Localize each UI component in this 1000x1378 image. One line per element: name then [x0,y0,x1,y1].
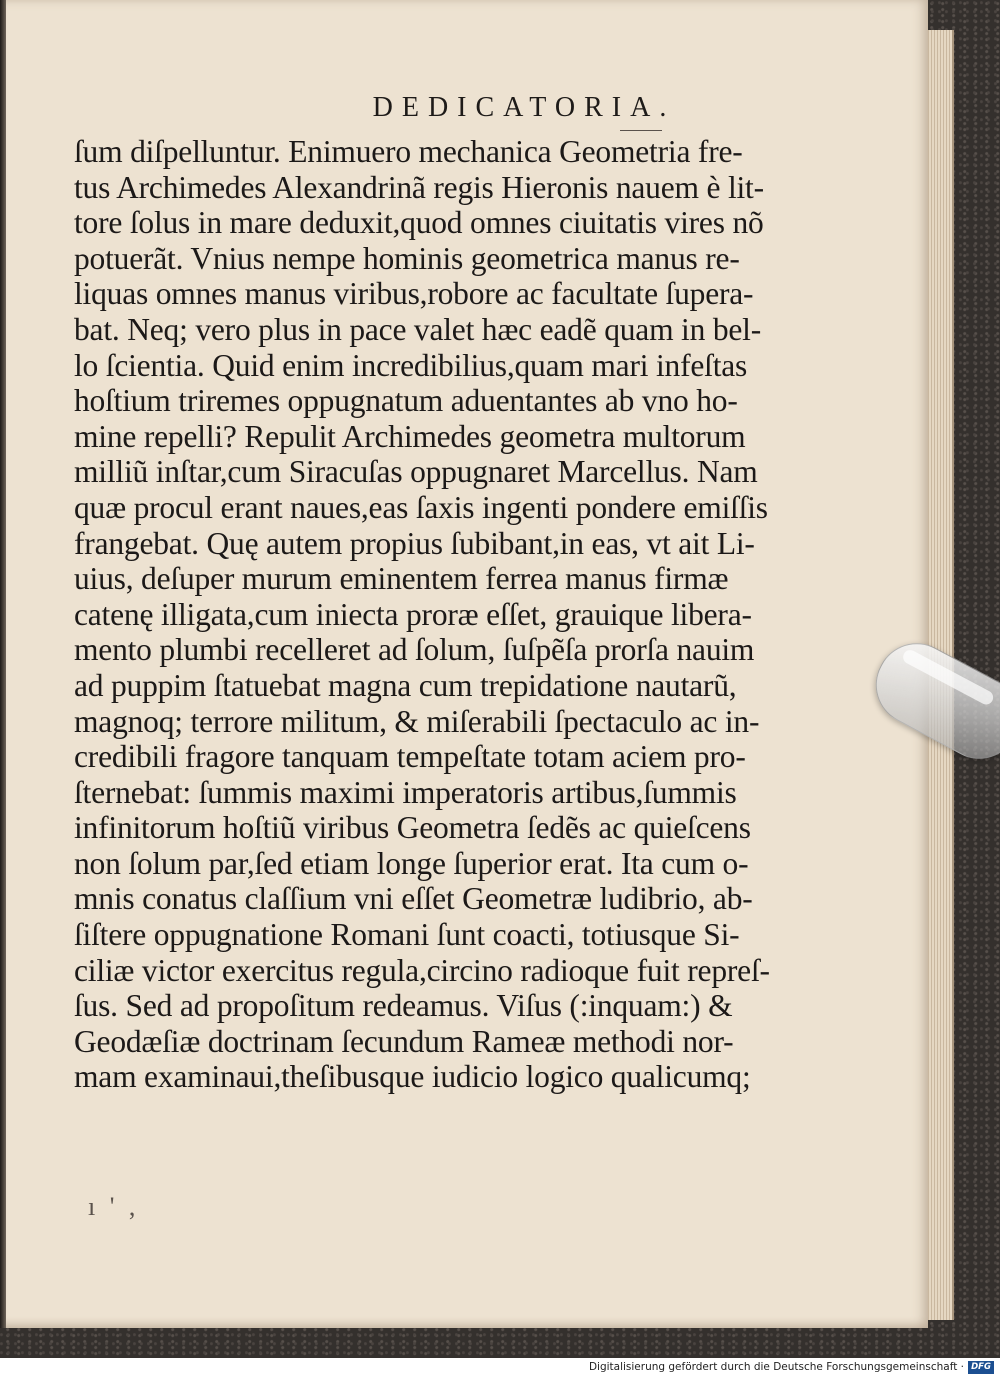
text-line: infinitorum hoſtiũ viribus Geometra ſedẽs ac quieſcens [74,810,751,846]
header-rule [620,130,662,131]
text-line: magnoq; terrore militum, & miſerabili ſpectaculo ac in- [74,703,760,739]
text-line: mnis conatus claſſium vni eſſet Geometræ ludibrio, ab- [74,881,753,917]
running-head [0,92,928,124]
text-line: liquas omnes manus viribus,robore ac facultate ſupera- [74,276,754,312]
text-line: ſum diſpelluntur. Enimuero mechanica Geometria fre- [74,134,743,169]
text-line: mento plumbi recelleret ad ſolum, ſuſpẽſa prorſa nauim [74,632,755,668]
text-line: non ſolum par,ſed etiam longe ſuperior erat. Ita cum o- [74,845,749,881]
text-line: mine repelli? Repulit Archimedes geometra multorum [74,418,746,454]
text-line: lo ſcientia. Quid enim incredibilius,quam mari infeſtas [74,347,748,383]
text-line: ſiſtere oppugnatione Romani ſunt coacti, totiusque Si- [74,917,740,953]
text-line: bat. Neq; vero plus in pace valet hæc eadẽ quam in bel- [74,311,761,347]
text-line: catenę illigata,cum iniecta proræ eſſet, grauique libera- [74,596,752,632]
dfg-logo-icon: DFG [968,1361,994,1374]
text-line: ſus. Sed ad propoſitum redeamus. Viſus (:inquam:) & [74,988,733,1024]
text-line: ad puppim ſtatuebat magna cum trepidatione nautarũ, [74,667,737,703]
signature-mark: ı ' , [88,1192,140,1221]
running-head-text: DEDICATORIA. [372,92,676,123]
body-text [74,134,790,1095]
digitization-credit: Digitalisierung gefördert durch die Deutsche Forschungsgemeinschaft · [588,1361,964,1373]
text-line: mam examinaui,theſibusque iudicio logico qualicumq; [74,1059,751,1095]
text-line: ſternebat: ſummis maximi imperatoris artibus,ſummis [74,774,737,810]
text-line: ciliæ victor exercitus regula,circino radioque fuit repreſ- [74,952,770,988]
text-line: frangebat. Quę autem propius ſubibant,in eas, vt ait Li- [74,525,755,561]
text-line: Geodæſiæ doctrinam ſecundum Rameæ methodi nor- [74,1023,734,1059]
gutter-shadow [0,0,6,1328]
text-line: credibili fragore tanquam tempeſtate totam aciem pro- [74,739,746,775]
text-line: hoſtium triremes oppugnatum aduentantes ab vno ho- [74,383,738,419]
text-line: potuerãt. Vnius nempe hominis geometrica manus re- [74,240,740,276]
text-line: uius, deſuper murum eminentem ferrea manus firmæ [74,561,729,597]
text-line: tore ſolus in mare deduxit,quod omnes ciuitatis vires nõ [74,205,764,241]
text-line: quæ procul erant naues,eas ſaxis ingenti pondere emiſſis [74,489,768,525]
text-line: milliũ inſtar,cum Siracuſas oppugnaret Marcellus. Nam [74,454,758,490]
text-line: tus Archimedes Alexandrinã regis Hieronis nauem è lit- [74,169,764,205]
